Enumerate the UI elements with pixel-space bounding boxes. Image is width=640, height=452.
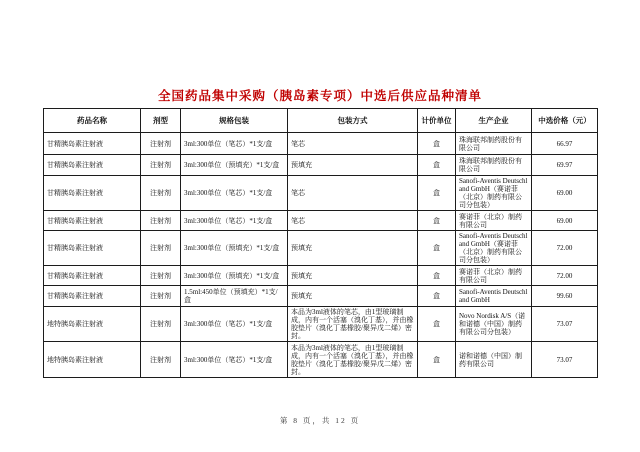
cell-drug-name: 甘精胰岛素注射液 <box>44 266 141 286</box>
cell-manufacturer: 赛诺菲（北京）制药有限公司 <box>456 266 532 286</box>
cell-spec-package: 3ml:300单位（笔芯）*1支/盒 <box>181 307 288 342</box>
cell-pricing-unit: 盒 <box>418 133 456 155</box>
page-number: 第 8 页，共 12 页 <box>279 416 361 425</box>
cell-pricing-unit: 盒 <box>418 266 456 286</box>
cell-package-type: 本品为3ml液体的笔芯，由1型玻璃制成，内有一个活塞（溴化丁基），并由橡胶垫片（溴化丁基橡胶/聚异戊二烯）密封。 <box>288 342 418 378</box>
cell-pricing-unit: 盒 <box>418 231 456 266</box>
cell-manufacturer: Sanofi-Aventis Deutschland GmbH（赛诺菲（北京）制药有限公司分包装） <box>456 231 532 266</box>
cell-dosage-form: 注射剂 <box>141 211 181 231</box>
column-header-pricing-unit: 计价单位 <box>418 109 456 133</box>
table-row <box>44 286 598 307</box>
cell-dosage-form: 注射剂 <box>141 133 181 155</box>
column-header-manufacturer: 生产企业 <box>456 109 532 133</box>
cell-spec-package: 3ml:300单位（笔芯）*1支/盒 <box>181 211 288 231</box>
cell-package-type: 预填充 <box>288 155 418 176</box>
cell-drug-name: 甘精胰岛素注射液 <box>44 231 141 266</box>
cell-manufacturer: 珠海联邦制药股份有限公司 <box>456 133 532 155</box>
drug-supply-table <box>43 108 598 378</box>
cell-package-type: 预填充 <box>288 286 418 307</box>
cell-drug-name: 甘精胰岛素注射液 <box>44 133 141 155</box>
cell-package-type: 笔芯 <box>288 176 418 211</box>
cell-spec-package: 3ml:300单位（笔芯）*1支/盒 <box>181 176 288 211</box>
cell-drug-name: 地特胰岛素注射液 <box>44 342 141 378</box>
cell-dosage-form: 注射剂 <box>141 342 181 378</box>
cell-price: 69.00 <box>532 211 598 231</box>
table-header-row <box>44 109 598 133</box>
cell-pricing-unit: 盒 <box>418 211 456 231</box>
cell-package-type: 笔芯 <box>288 133 418 155</box>
table-row <box>44 176 598 211</box>
cell-drug-name: 甘精胰岛素注射液 <box>44 155 141 176</box>
column-header-spec-package: 规格包装 <box>181 109 288 133</box>
cell-price: 73.07 <box>532 307 598 342</box>
cell-dosage-form: 注射剂 <box>141 231 181 266</box>
cell-pricing-unit: 盒 <box>418 307 456 342</box>
cell-dosage-form: 注射剂 <box>141 266 181 286</box>
column-header-package-type: 包装方式 <box>288 109 418 133</box>
cell-price: 69.97 <box>532 155 598 176</box>
column-header-dosage-form: 剂型 <box>141 109 181 133</box>
cell-package-type: 预填充 <box>288 231 418 266</box>
table-row <box>44 307 598 342</box>
table-row <box>44 231 598 266</box>
cell-dosage-form: 注射剂 <box>141 307 181 342</box>
cell-spec-package: 3ml:300单位（预填充）*1支/盒 <box>181 266 288 286</box>
cell-package-type: 预填充 <box>288 266 418 286</box>
column-header-drug-name: 药品名称 <box>44 109 141 133</box>
cell-drug-name: 甘精胰岛素注射液 <box>44 286 141 307</box>
cell-dosage-form: 注射剂 <box>141 155 181 176</box>
cell-manufacturer: 珠海联邦制药股份有限公司 <box>456 155 532 176</box>
cell-drug-name: 甘精胰岛素注射液 <box>44 176 141 211</box>
cell-price: 73.07 <box>532 342 598 378</box>
cell-drug-name: 甘精胰岛素注射液 <box>44 211 141 231</box>
column-header-price: 中选价格（元） <box>532 109 598 133</box>
cell-price: 69.00 <box>532 176 598 211</box>
cell-price: 66.97 <box>532 133 598 155</box>
cell-pricing-unit: 盒 <box>418 155 456 176</box>
cell-drug-name: 地特胰岛素注射液 <box>44 307 141 342</box>
cell-spec-package: 3ml:300单位（预填充）*1支/盒 <box>181 231 288 266</box>
cell-package-type: 本品为3ml液体的笔芯，由1型玻璃制成，内有一个活塞（溴化丁基），并由橡胶垫片（溴化丁基橡胶/聚异戊二烯）密封。 <box>288 307 418 342</box>
cell-price: 99.60 <box>532 286 598 307</box>
page-title: 全国药品集中采购（胰岛素专项）中选后供应品种清单 <box>157 89 482 103</box>
cell-price: 72.00 <box>532 231 598 266</box>
table-row <box>44 211 598 231</box>
header-row <box>44 109 598 133</box>
table-row <box>44 266 598 286</box>
cell-dosage-form: 注射剂 <box>141 286 181 307</box>
cell-manufacturer: Sanofi-Aventis Deutschland GmbH <box>456 286 532 307</box>
table-row <box>44 155 598 176</box>
cell-pricing-unit: 盒 <box>418 286 456 307</box>
table-row <box>44 342 598 378</box>
cell-package-type: 笔芯 <box>288 211 418 231</box>
table-body <box>44 133 598 378</box>
cell-spec-package: 1.5ml:450单位（预填充）*1支/盒 <box>181 286 288 307</box>
cell-dosage-form: 注射剂 <box>141 176 181 211</box>
cell-pricing-unit: 盒 <box>418 176 456 211</box>
cell-manufacturer: Sanofi-Aventis Deutschland GmbH（赛诺菲（北京）制药有限公司分包装） <box>456 176 532 211</box>
cell-pricing-unit: 盒 <box>418 342 456 378</box>
cell-spec-package: 3ml:300单位（笔芯）*1支/盒 <box>181 342 288 378</box>
cell-manufacturer: Novo Nordisk A/S（诺和诺德（中国）制药有限公司分包装） <box>456 307 532 342</box>
cell-spec-package: 3ml:300单位（笔芯）*1支/盒 <box>181 133 288 155</box>
cell-manufacturer: 诺和诺德（中国）制药有限公司 <box>456 342 532 378</box>
cell-spec-package: 3ml:300单位（预填充）*1支/盒 <box>181 155 288 176</box>
cell-price: 72.00 <box>532 266 598 286</box>
cell-manufacturer: 赛诺菲（北京）制药有限公司 <box>456 211 532 231</box>
table-row <box>44 133 598 155</box>
